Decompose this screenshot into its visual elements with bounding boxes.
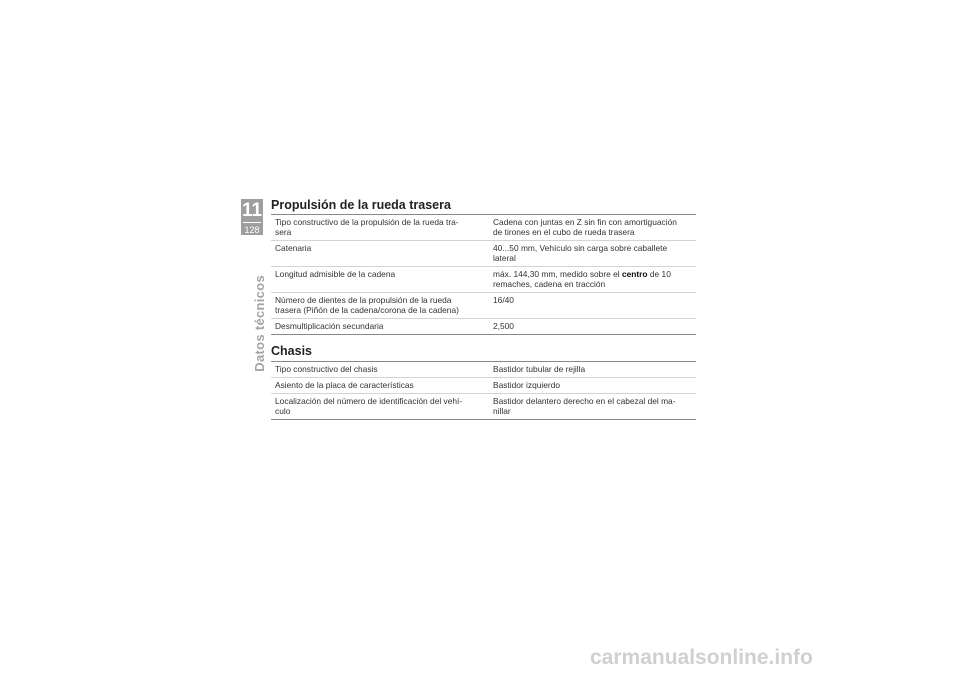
table-row — [271, 394, 696, 420]
spec-value — [489, 394, 696, 420]
chapter-side-title: Datos técnicos — [252, 275, 267, 372]
spec-label-text: Longitud admisible de la cadena — [275, 269, 396, 279]
spec-label — [271, 319, 489, 335]
spec-label — [271, 293, 489, 319]
spec-value-text: 40...50 mm, Vehículo sin carga sobre caballete lateral — [493, 243, 668, 263]
spec-label — [271, 378, 489, 394]
spec-value-text: Bastidor tubular de rejilla — [493, 364, 586, 374]
spec-value — [489, 241, 696, 267]
spec-value-text: de 10 remaches, cadena en tracción — [493, 269, 671, 289]
spec-label — [271, 241, 489, 267]
spec-label-text: Tipo constructivo de la propulsión de la rueda tra- sera — [275, 217, 459, 237]
spec-value-text: Bastidor delantero derecho en el cabezal del ma- nillar — [493, 396, 676, 416]
spec-value — [489, 378, 696, 394]
spec-value-text: máx. 144,30 mm, medido sobre el — [493, 269, 622, 279]
spec-value — [489, 215, 696, 241]
spec-label — [271, 215, 489, 241]
page-number: 128 — [244, 225, 260, 235]
chapter-number: 11 — [241, 200, 263, 221]
table-row — [271, 241, 696, 267]
spec-value-text: 2,500 — [493, 321, 514, 331]
table-row — [271, 293, 696, 319]
table-row — [271, 362, 696, 378]
spec-label — [271, 362, 489, 378]
spec-value — [489, 267, 696, 293]
drive-spec-table — [271, 214, 696, 335]
spec-label-text: Asiento de la placa de características — [275, 380, 414, 390]
section-heading-chassis: Chasis — [271, 344, 312, 358]
spec-value-emphasis: centro — [621, 269, 648, 279]
spec-label — [271, 394, 489, 420]
chapter-divider — [243, 222, 261, 223]
spec-label-text: Tipo constructivo del chasis — [275, 364, 378, 374]
chassis-spec-table — [271, 361, 696, 420]
spec-value — [489, 362, 696, 378]
table-row — [271, 378, 696, 394]
spec-label — [271, 267, 489, 293]
spec-value — [489, 293, 696, 319]
table-row — [271, 215, 696, 241]
table-row — [271, 319, 696, 335]
spec-label-text: Catenaria — [275, 243, 312, 253]
spec-value-text: Bastidor izquierdo — [493, 380, 561, 390]
section-heading-drive: Propulsión de la rueda trasera — [271, 198, 451, 212]
watermark: carmanualsonline.info — [590, 646, 813, 669]
spec-label-text: Desmultiplicación secundaria — [275, 321, 384, 331]
spec-value-text: 16/40 — [493, 295, 514, 305]
spec-value-text: Cadena con juntas en Z sin fin con amortiguación de tirones en el cubo de rueda trasera — [493, 217, 677, 237]
table-row — [271, 267, 696, 293]
spec-value — [489, 319, 696, 335]
spec-label-text: Número de dientes de la propulsión de la rueda trasera (Piñón de la cadena/corona de la cadena) — [275, 295, 459, 315]
spec-label-text: Localización del número de identificación del vehí- culo — [275, 396, 463, 416]
